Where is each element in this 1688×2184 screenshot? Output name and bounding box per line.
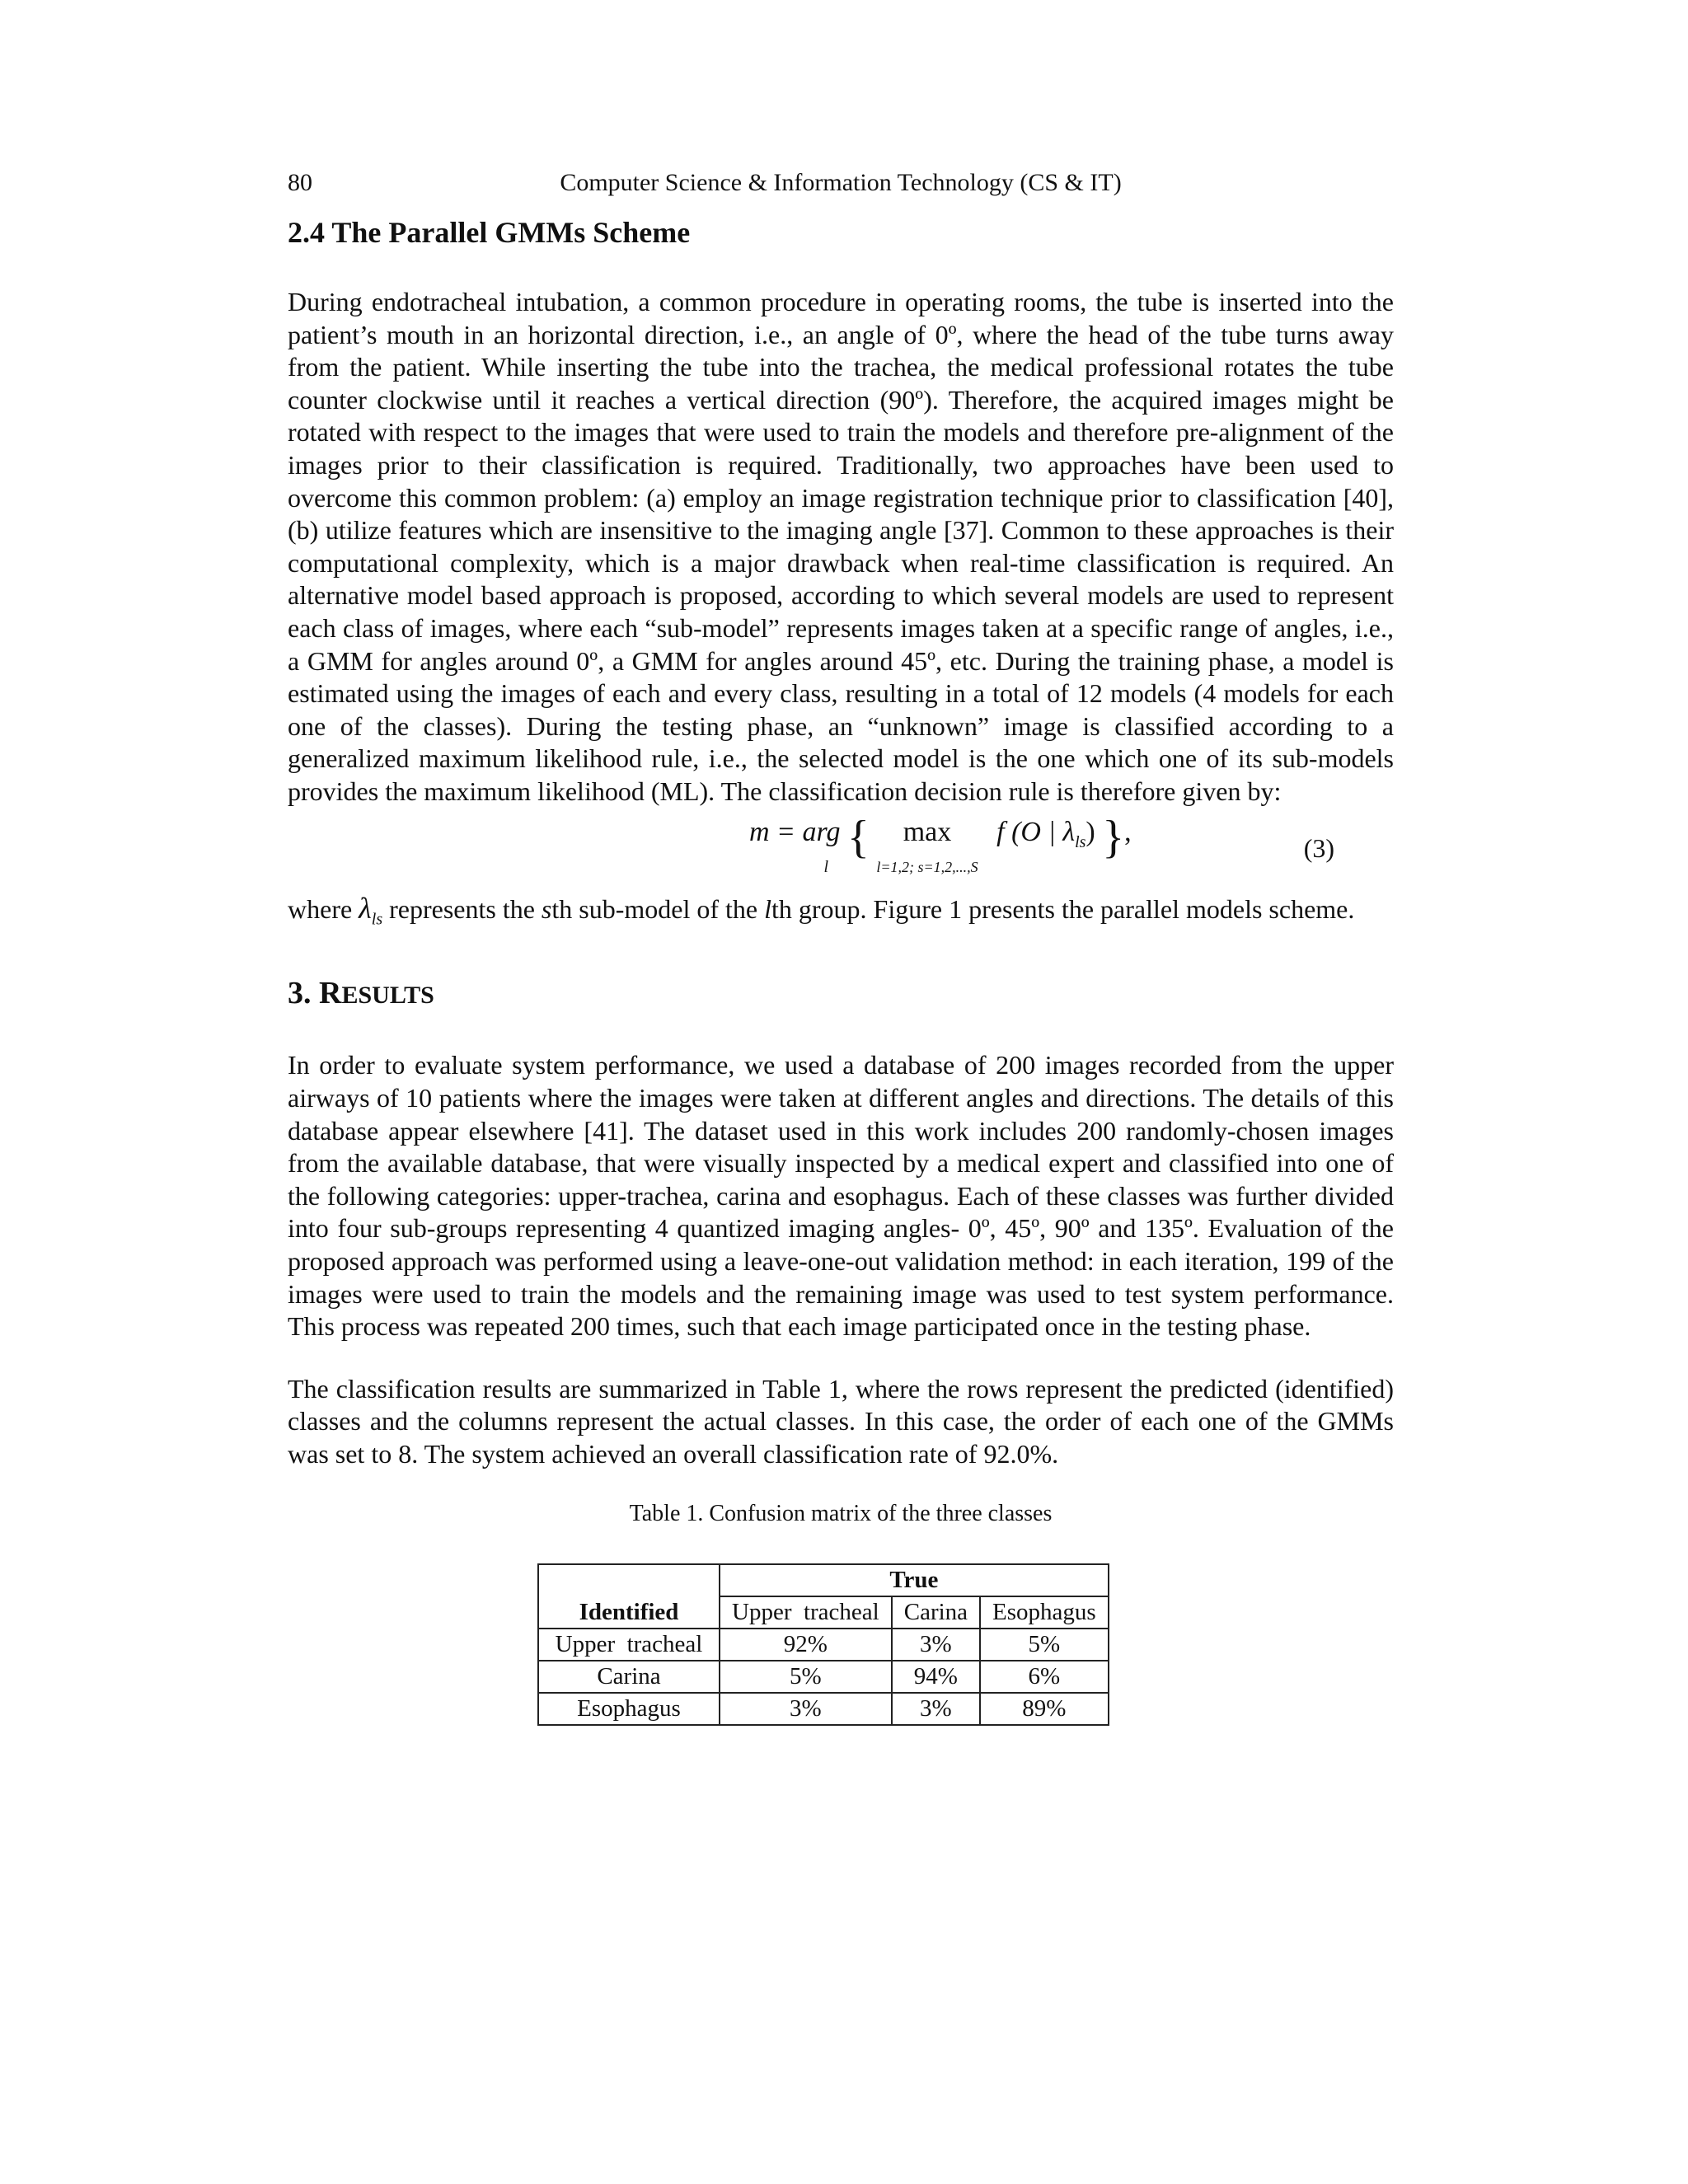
text-sub-model: th sub-model of the xyxy=(551,893,758,924)
row-label: Esophagus xyxy=(538,1693,720,1725)
table-header-row-1 xyxy=(538,1564,1109,1596)
table-cell: 3% xyxy=(892,1693,980,1725)
eq-trail: , xyxy=(1124,816,1132,847)
equation-3 xyxy=(288,811,1394,888)
table-cell: 5% xyxy=(980,1629,1109,1661)
symbol-lambda-sub: ls xyxy=(371,909,383,928)
after-equation-text xyxy=(288,893,1394,936)
eq-max: max xyxy=(903,816,952,847)
results-paragraph-2: The classification results are summarized in Table 1, where the rows represent the predicted (identified) classes and the columns represent the actual classes. In this case, the order of each one of the GMMs was set to 8. The system achieved an overall classification rate of 92.0%. xyxy=(288,1373,1394,1469)
section-2-4-paragraph: During endotracheal intubation, a common procedure in operating rooms, the tube is inserted into the patient’s mouth in an horizontal direction, i.e., an angle of 0º, where the head of the tube turns away from the patient. While inserting the tube into the trachea, the medical professional rotates the tube counter clockwise until it reaches a vertical direction (90º). Therefore, the acquired images might be rotated with respect to the images that were used to train the models and therefore pre-alignment of the images prior to their classification is required. Traditionally, two approaches have been used to overcome this common problem: (a) employ an image registration technique prior to classification [40], (b) utilize features which are insensitive to the imaging angle [37]. Common to these approaches is their computational complexity, which is a major drawback when real-time classification is required. An alternative model based approach is proposed, according to which several models are used to represent each class of images, where each “sub-model” represents images taken at a specific range of angles, i.e., a GMM for angles around 0º, a GMM for angles around 45º, etc. During the training phase, a model is estimated using the images of each and every class, resulting in a total of 12 models (4 models for each one of the classes). During the testing phase, an “unknown” image is classified according to a generalized maximum likelihood rule, i.e., the selected model is the one which one of its sub-models provides the maximum likelihood (ML). The classification decision rule is therefore given by: xyxy=(288,287,1394,806)
table-corner-cell xyxy=(538,1564,720,1596)
column-header: Esophagus xyxy=(980,1596,1109,1629)
results-title-initial: 3. R xyxy=(288,976,342,1011)
identified-header: Identified xyxy=(538,1596,720,1629)
table-caption: Table 1. Confusion matrix of the three classes xyxy=(629,1500,1053,1526)
true-header: True xyxy=(720,1564,1109,1596)
text-where: where xyxy=(288,893,353,924)
symbol-lambda: λ xyxy=(359,891,372,925)
eq-close: ) xyxy=(1085,816,1095,847)
table-cell: 3% xyxy=(892,1629,980,1661)
table-cell: 92% xyxy=(720,1629,892,1661)
eq-lhs: m = arg xyxy=(749,816,841,847)
eq-under-arg: l xyxy=(823,857,829,876)
section-heading-2-4: 2.4 The Parallel GMMs Scheme xyxy=(288,216,691,249)
equation-number: (3) xyxy=(1303,832,1334,863)
journal-title: Computer Science & Information Technology (CS & IT) xyxy=(560,169,1122,196)
eq-sub: ls xyxy=(1075,832,1086,851)
equation-body: m = arg l { max l=1,2; s=1,2,...,S f (O | $\lambda_{ls}$) }, xyxy=(749,811,1132,876)
table-cell: 5% xyxy=(720,1661,892,1693)
text-represents: represents the xyxy=(389,893,535,924)
section-heading-results xyxy=(288,975,1394,1011)
table-header-row-2 xyxy=(538,1596,1109,1629)
page-number: 80 xyxy=(288,169,312,196)
eq-expr: f (O | λ xyxy=(996,816,1076,847)
symbol-s: s xyxy=(541,893,552,924)
running-header xyxy=(288,169,1394,209)
table-row xyxy=(538,1661,1109,1693)
row-label: Upper tracheal xyxy=(538,1629,720,1661)
confusion-matrix-table xyxy=(537,1563,1109,1726)
results-title-rest: ESULTS xyxy=(341,982,434,1010)
text-group: th group. Figure 1 presents the parallel models scheme. xyxy=(771,893,1355,924)
table-row xyxy=(538,1629,1109,1661)
table-row xyxy=(538,1693,1109,1725)
row-label: Carina xyxy=(538,1661,720,1693)
page xyxy=(288,169,1394,1726)
table-cell: 6% xyxy=(980,1661,1109,1693)
results-paragraph-1: In order to evaluate system performance, we used a database of 200 images recorded from the upper airways of 10 patients where the images were taken at different angles and directions. The details of this database appear elsewhere [41]. The dataset used in this work includes 200 randomly-chosen images from the available database, that were visually inspected by a medical expert and classified into one of the following categories: upper-trachea, carina and esophagus. Each of these classes was further divided into four sub-groups representing 4 quantized imaging angles- 0º, 45º, 90º and 135º. Evaluation of the proposed approach was performed using a leave-one-out validation method: in each iteration, 199 of the images were used to train the models and the remaining image was used to test system performance. This process was repeated 200 times, such that each image participated once in the testing phase. xyxy=(288,1050,1394,1342)
table-cell: 94% xyxy=(892,1661,980,1693)
table-cell: 3% xyxy=(720,1693,892,1725)
symbol-l: l xyxy=(764,893,771,924)
column-header: Carina xyxy=(892,1596,980,1629)
column-header: Upper tracheal xyxy=(720,1596,892,1629)
eq-under-max: l=1,2; s=1,2,...,S xyxy=(876,858,978,875)
table-cell: 89% xyxy=(980,1693,1109,1725)
